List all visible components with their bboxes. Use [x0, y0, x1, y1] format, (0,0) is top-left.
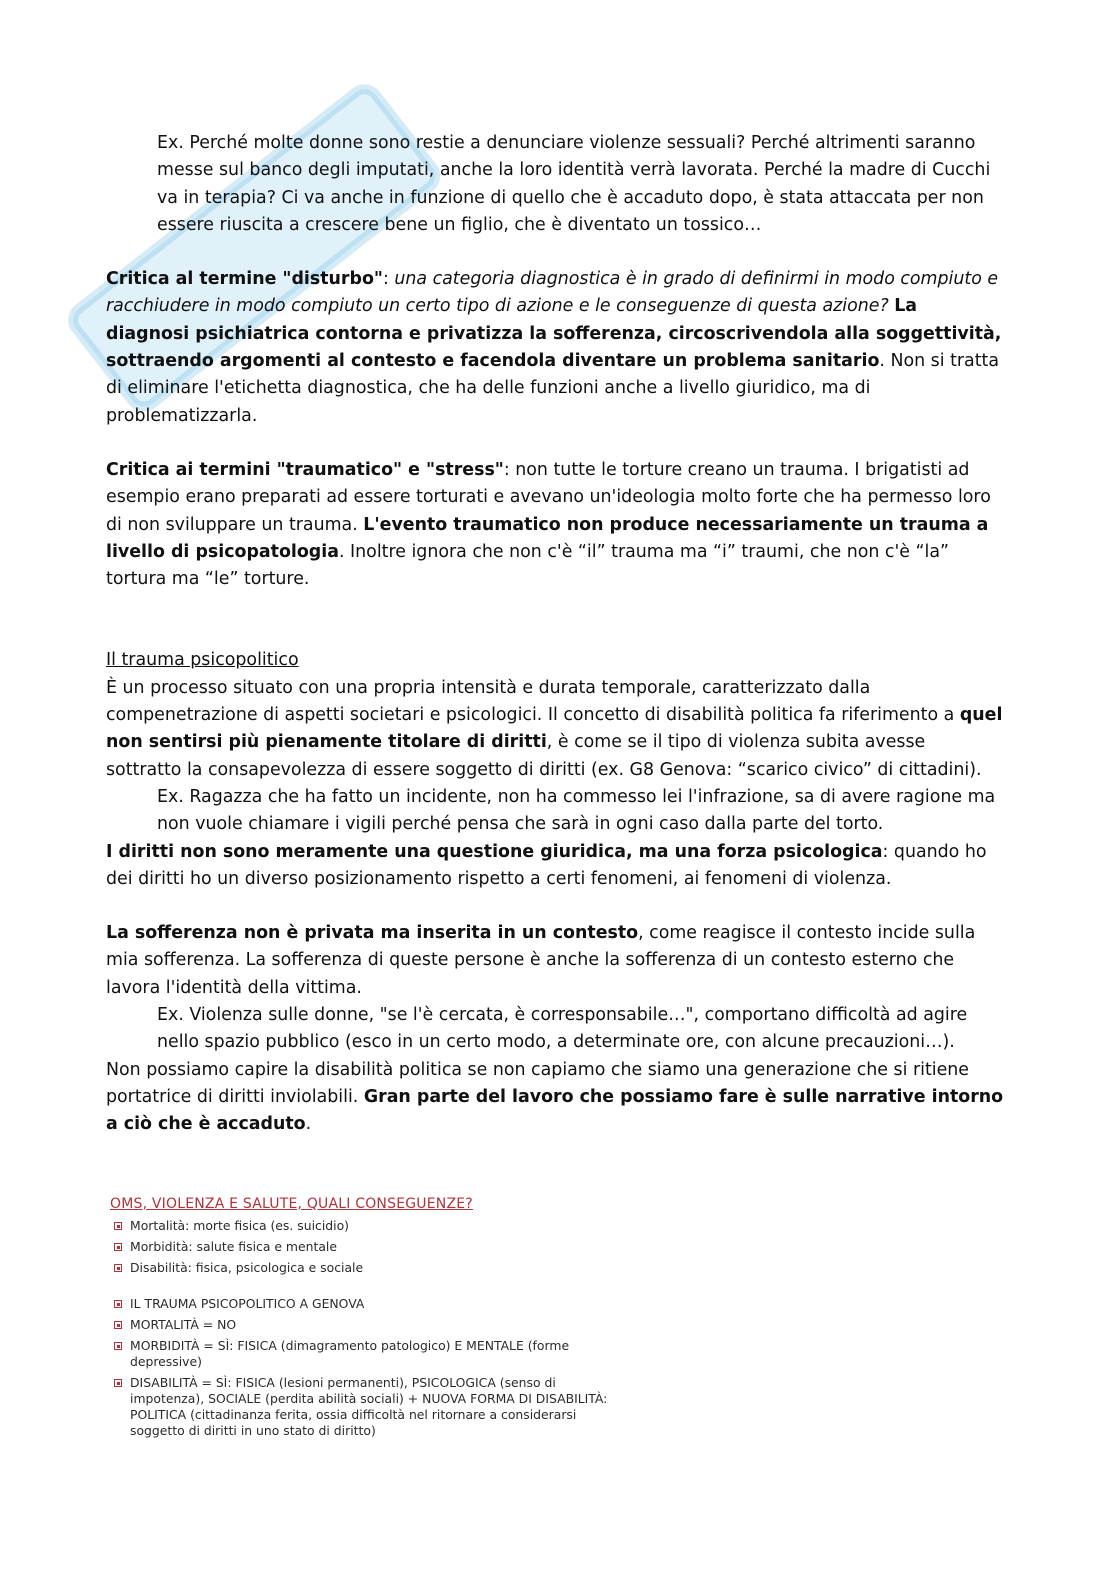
slide-list-item-text: Mortalità: morte fisica (es. suicidio) — [130, 1218, 349, 1233]
text-run: I diritti non sono meramente una questione giuridica, ma una forza psicologica — [106, 841, 883, 862]
text-run: Non possiamo capire la disabilità politica se non capiamo che siamo una generazione che si ritiene portatrice di diritti inviolabili. — [106, 1059, 970, 1107]
slide-list-item-text: Disabilità: fisica, psicologica e sociale — [130, 1260, 364, 1275]
text-run: Gran parte del lavoro che possiamo fare è sulle narrative intorno a ciò che è accaduto — [106, 1086, 1004, 1135]
slide-list-item — [110, 1338, 610, 1370]
text-run: Critica ai termini "traumatico" e "stress" — [106, 459, 504, 480]
text-run: : — [382, 269, 395, 290]
text-run: La diagnosi psichiatrica contorna e privatizza la sofferenza, circoscrivendola alla soggettività, sottraendo argomenti al contesto e facendola diventare un problema sanitario — [106, 296, 1002, 372]
text-run: Ex. Violenza sulle donne, "se l'è cercata, è corresponsabile…", comportano difficoltà ad agire nello spazio pubblico (esco in un certo modo, a determinate ore, con alcune precauzioni…). — [157, 1005, 968, 1053]
paragraph-example-incidente — [106, 784, 1006, 839]
paragraph-critica-disturbo — [106, 266, 1006, 430]
paragraph-critica-trauma — [106, 457, 1006, 593]
paragraph-sofferenza — [106, 920, 1006, 1002]
text-run: . Inoltre ignora che non c'è “il” trauma ma “i” traumi, che non c'è “la” tortura ma “le” torture. — [106, 541, 949, 590]
slide-list-item — [110, 1239, 610, 1255]
paragraph-example-violenza-donne — [106, 1002, 1006, 1057]
text-run: , è come se il tipo di violenza subita avesse sottratto la consapevolezza di essere soggetto di diritti (ex. G8 Genova: “scarico civico” di cittadini). — [106, 732, 982, 780]
text-run: . — [305, 1114, 312, 1135]
square-bullet-icon — [114, 1342, 122, 1350]
slide-list-item-text: MORTALITÀ = NO — [130, 1317, 237, 1332]
slide-list-item — [110, 1317, 610, 1333]
slide-image — [110, 1196, 610, 1444]
square-bullet-icon — [114, 1379, 122, 1387]
text-run: : non tutte le torture creano un trauma. I brigatisti ad esempio erano preparati ad essere torturati e avevano un'ideologia molto forte che ha permesso loro di non sviluppare un trauma. — [106, 459, 991, 535]
paragraph-example-cucchi — [106, 130, 1006, 239]
square-bullet-icon — [114, 1264, 122, 1272]
text-run: Critica al termine "disturbo" — [106, 269, 383, 290]
slide-list-item — [110, 1375, 610, 1439]
document-body — [106, 130, 1006, 1139]
text-run: La sofferenza non è privata ma inserita in un contesto — [106, 923, 639, 944]
slide-list-item — [110, 1218, 610, 1234]
text-run: quel non sentirsi più pienamente titolare di diritti — [106, 705, 1003, 753]
paragraph-disabilita-politica — [106, 1057, 1006, 1139]
square-bullet-icon — [114, 1321, 122, 1329]
square-bullet-icon — [114, 1222, 122, 1230]
text-run: Ex. Perché molte donne sono restie a denunciare violenze sessuali? Perché altrimenti saranno messe sul banco degli imputati, anche la loro identità verrà lavorata. Perché la madre di Cucchi va in terapia? Ci va anche in funzione di quello che è accaduto dopo, è stata attaccata per non essere riuscita a crescere bene un figlio, che è diventato un tossico… — [157, 133, 991, 235]
text-run: Il trauma psicopolitico — [106, 650, 299, 671]
slide-list-item-text: DISABILITÀ = SÌ: FISICA (lesioni permanenti), PSICOLOGICA (senso di impotenza), SOCIALE (perdita abilità sociali) + NUOVA FORMA DI DISABILITÀ: POLITICA (cittadinanza ferita, ossia difficoltà nel ritornare a considerarsi soggetto di diritti in uno stato di diritto) — [130, 1375, 608, 1438]
slide-list-oms — [110, 1218, 610, 1276]
square-bullet-icon — [114, 1243, 122, 1251]
slide-list-item — [110, 1296, 610, 1312]
paragraph-diritti — [106, 839, 1006, 894]
slide-list-item-text: IL TRAUMA PSICOPOLITICO A GENOVA — [130, 1296, 365, 1311]
text-run: una categoria diagnostica è in grado di definirmi in modo compiuto e racchiudere in modo compiuto un certo tipo di azione e le conseguenze di questa azione? — [106, 269, 999, 317]
slide-list-item-text: Morbidità: salute fisica e mentale — [130, 1239, 337, 1254]
paragraph-trauma-psicopolitico — [106, 675, 1006, 784]
text-run: : quando ho dei diritti ho un diverso posizionamento rispetto a certi fenomeni, ai fenomeni di violenza. — [106, 841, 987, 889]
text-run: . Non si tratta di eliminare l'etichetta diagnostica, che ha delle funzioni anche a livello giuridico, ma di problematizzarla. — [106, 351, 1000, 426]
slide-title: OMS, VIOLENZA E SALUTE, QUALI CONSEGUENZE? — [110, 1196, 473, 1212]
slide-list-item — [110, 1260, 610, 1276]
text-run: Ex. Ragazza che ha fatto un incidente, non ha commesso lei l'infrazione, sa di avere ragione ma non vuole chiamare i vigili perché pensa che sarà in ogni caso dalla parte del torto. — [157, 786, 996, 835]
square-bullet-icon — [114, 1300, 122, 1308]
slide-list-item-text: MORBIDITÀ = SÌ: FISICA (dimagramento patologico) E MENTALE (forme depressive) — [130, 1338, 570, 1369]
text-run: L'evento traumatico non produce necessariamente un trauma a livello di psicopatologia — [106, 514, 989, 562]
section-heading — [106, 647, 1006, 674]
text-run: , come reagisce il contesto incide sulla mia sofferenza. La sofferenza di queste persone è anche la sofferenza di un contesto esterno che lavora l'identità della vittima. — [106, 923, 976, 998]
slide-list-genova — [110, 1296, 610, 1439]
text-run: È un processo situato con una propria intensità e durata temporale, caratterizzato dalla compenetrazione di aspetti societari e psicologici. Il concetto di disabilità politica fa riferimento a — [106, 677, 960, 726]
